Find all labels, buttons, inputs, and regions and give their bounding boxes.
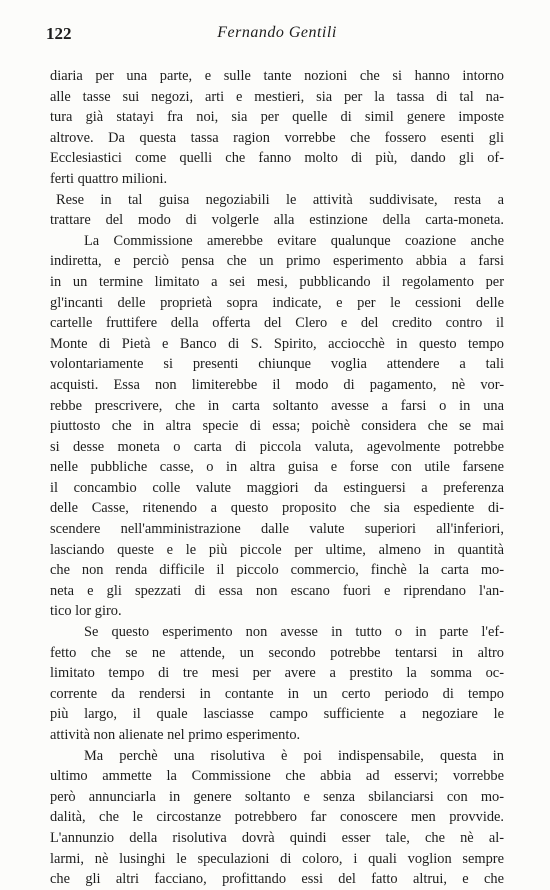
- text-line: tura già statayi fra noi, sia per quelle di simil genere imposte: [50, 109, 504, 126]
- text-line: gl'incanti delle proprietà sopra indicate, e per le cessioni delle: [50, 294, 504, 311]
- running-title: Fernando Gentili: [217, 24, 337, 41]
- text-line: si desse moneta o carta di piccola valuta, agevolmente potrebbe: [50, 438, 504, 455]
- text-line: delle Casse, ritenendo a questo proposito che sia espediente di-: [50, 500, 504, 517]
- text-line: nelle pubbliche casse, o in altra guisa e forse con utile farsene: [50, 459, 504, 476]
- text-line: alle tasse sui negozi, arti e mestieri, sia per la tassa di tal na-: [50, 88, 504, 105]
- page-header: [46, 24, 508, 50]
- text-line: neta e gli spezzati di essa non escano fuori e riprendano l'an-: [50, 582, 504, 599]
- text-line: volontariamente si presenti chiunque voglia attendere a tali: [50, 356, 504, 373]
- text-line: Ecclesiastici come quelli che fanno molto di più, dando gli of-: [50, 150, 504, 167]
- text-line: in un termine limitato a sei mesi, pubblicando il regolamento per: [50, 273, 504, 290]
- text-line: rebbe prescrivere, che in carta soltanto avesse a farsi o in una: [50, 397, 504, 414]
- text-line: Monte di Pietà e Banco di S. Spirito, acciocchè in questo tempo: [50, 335, 504, 352]
- text-line: trattare del modo di volgerle alla estinzione della carta-moneta.: [50, 212, 504, 229]
- paragraph-start-line: Ma perchè una risolutiva è poi indispensabile, questa in: [84, 747, 504, 764]
- paragraph-start-line: Se questo esperimento non avesse in tutto o in parte l'ef-: [84, 624, 504, 641]
- page-number: 122: [46, 24, 72, 43]
- text-line: dalità, che le circostanze potrebbero far conoscere men provvide.: [50, 809, 504, 826]
- text-line: altrove. Da questa tassa ragion vorrebbe che fossero esenti gli: [50, 129, 504, 146]
- text-line: il concambio colle valute maggiori da estinguersi a preferenza: [50, 479, 504, 496]
- text-line: L'annunzio della risolutiva dovrà quindi esser tale, che nè al-: [50, 829, 504, 846]
- text-line: indiretta, e perciò pensa che un primo esperimento abbia a farsi: [50, 253, 504, 270]
- text-line: però annunciarla in genere soltanto e senza sbilanciarsi con mo-: [50, 788, 504, 805]
- text-line: corrente da rendersi in contante in un certo periodo di tempo: [50, 685, 504, 702]
- paragraph-start-line: Rese in tal guisa negoziabili le attività suddivisate, resta a: [56, 191, 504, 208]
- text-line: larmi, nè lusinghi le speculazioni di coloro, i quali voglion sempre: [50, 850, 504, 867]
- text-line: cartelle fruttifere della offerta del Clero e del credito contro il: [50, 315, 504, 332]
- text-line: che non renda difficile il piccolo commercio, finchè la carta mo-: [50, 562, 504, 579]
- text-line: che gli altri facciano, profittando essi del fatto altrui, e che: [50, 871, 504, 888]
- text-line: ultimo ammette la Commissione che abbia ad esservi; vorrebbe: [50, 768, 504, 785]
- text-line: diaria per una parte, e sulle tante nozioni che si hanno intorno: [50, 68, 504, 84]
- text-line: piuttosto che in altra specie di essa; poichè considera che se mai: [50, 418, 504, 435]
- text-line: lasciando queste e le più piccole per ultime, almeno in quantità: [50, 541, 504, 558]
- text-line: più largo, il quale lasciasse campo sufficiente a negoziare le: [50, 706, 504, 723]
- text-line: acquisti. Essa non limiterebbe il modo di pagamento, nè vor-: [50, 376, 504, 393]
- text-line: tico lor giro.: [50, 603, 122, 620]
- text-line: scendere nell'amministrazione dalle valute superiori all'inferiori,: [50, 521, 504, 538]
- text-line: attività non alienate nel primo esperimento.: [50, 727, 301, 743]
- text-line: fetto che se ne attende, un secondo potrebbe tentarsi in altro: [50, 644, 504, 661]
- paragraph-start-line: La Commissione amerebbe evitare qualunque coazione anche: [84, 232, 504, 249]
- text-line: ferti quattro milioni.: [50, 170, 168, 187]
- text-line: limitato tempo di tre mesi per avere a prestito la somma oc-: [50, 665, 504, 682]
- body-text: [50, 66, 504, 890]
